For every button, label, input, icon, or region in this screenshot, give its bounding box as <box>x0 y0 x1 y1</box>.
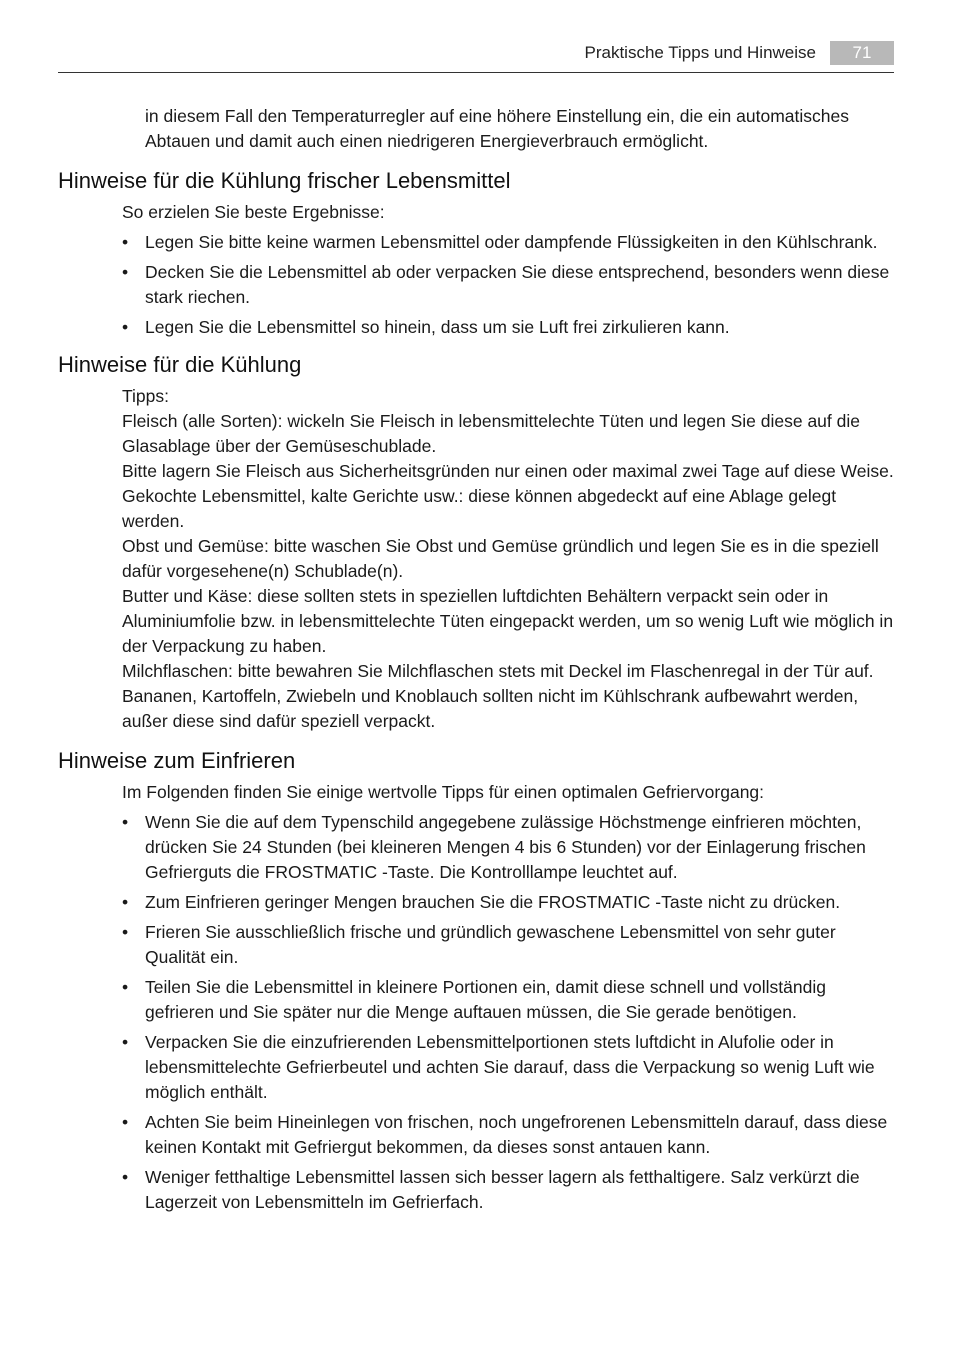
tip-paragraph: Gekochte Lebensmittel, kalte Gerichte usw.: diese können abgedeckt auf eine Ablage gelegt werden. <box>122 486 837 531</box>
page-header <box>58 38 894 73</box>
bullet-list-fresh-food <box>145 230 896 340</box>
section-heading-cooling: Hinweise für die Kühlung <box>58 352 302 377</box>
section-heading-freezing: Hinweise zum Einfrieren <box>58 748 296 773</box>
section-intro: Im Folgenden finden Sie einige wertvolle Tipps für einen optimalen Gefriervorgang: <box>122 782 765 802</box>
list-item: • Teilen Sie die Lebensmittel in kleinere Portionen ein, damit diese schnell und vollständig gefrieren und Sie später nur die Menge auftauen müssen, die Sie gerade benötigen. <box>145 975 896 1025</box>
tips-label: Tipps: <box>122 386 170 406</box>
list-item: • Frieren Sie ausschließlich frische und gründlich gewaschene Lebensmittel von sehr guter Qualität ein. <box>145 920 896 970</box>
list-item: • Zum Einfrieren geringer Mengen brauchen Sie die FROSTMATIC -Taste nicht zu drücken. <box>145 890 896 915</box>
cooling-tips <box>0 384 954 734</box>
list-item: • Weniger fetthaltige Lebensmittel lassen sich besser lagern als fetthaltigere. Salz verkürzt die Lagerzeit von Lebensmitteln im Gefrierfach. <box>145 1165 896 1215</box>
section-heading-fresh-food: Hinweise für die Kühlung frischer Lebensmittel <box>58 168 511 193</box>
header-title: Praktische Tipps und Hinweise <box>584 43 816 62</box>
tip-paragraph: Bananen, Kartoffeln, Zwiebeln und Knoblauch sollten nicht im Kühlschrank aufbewahrt werden, außer diese sind dafür speziell verpackt. <box>122 686 859 731</box>
page-content <box>0 104 954 1220</box>
list-item: • Legen Sie die Lebensmittel so hinein, dass um sie Luft frei zirkulieren kann. <box>145 315 896 340</box>
list-item: • Wenn Sie die auf dem Typenschild angegebene zulässige Höchstmenge einfrieren möchten, drücken Sie 24 Stunden (bei kleineren Mengen 4 bis 6 Stunden) vor der Einlagerung frischen Gefrierguts die FROSTMATIC -Taste. Die Kontrolllampe leuchtet auf. <box>145 810 896 885</box>
list-item: • Verpacken Sie die einzufrierenden Lebensmittelportionen stets luftdicht in Alufolie oder in lebensmittelechte Gefrierbeutel und achten Sie darauf, dass die Verpackung so wenig Luft wie möglich enthält. <box>145 1030 896 1105</box>
list-item: • Legen Sie bitte keine warmen Lebensmittel oder dampfende Flüssigkeiten in den Kühlschrank. <box>145 230 896 255</box>
list-item: • Decken Sie die Lebensmittel ab oder verpacken Sie diese entsprechend, besonders wenn diese stark riechen. <box>145 260 896 310</box>
bullet-list-freezing <box>145 810 896 1215</box>
tip-paragraph: Bitte lagern Sie Fleisch aus Sicherheitsgründen nur einen oder maximal zwei Tage auf diese Weise. <box>122 461 894 481</box>
section-intro: So erzielen Sie beste Ergebnisse: <box>122 202 385 222</box>
continuation-paragraph: in diesem Fall den Temperaturregler auf eine höhere Einstellung ein, die ein automatisches Abtauen und damit auch einen niedrigeren Energieverbrauch ermöglicht. <box>145 106 849 151</box>
list-item: • Achten Sie beim Hineinlegen von frischen, noch ungefrorenen Lebensmitteln darauf, dass diese keinen Kontakt mit Gefriergut bekommen, da dieses sonst antauen kann. <box>145 1110 896 1160</box>
tip-paragraph: Obst und Gemüse: bitte waschen Sie Obst und Gemüse gründlich und legen Sie es in die speziell dafür vorgesehene(n) Schublade(n). <box>122 536 879 581</box>
tip-paragraph: Milchflaschen: bitte bewahren Sie Milchflaschen stets mit Deckel im Flaschenregal in der Tür auf. <box>122 661 874 681</box>
page-number: 71 <box>830 41 894 65</box>
tip-paragraph: Fleisch (alle Sorten): wickeln Sie Fleisch in lebensmittelechte Tüten und legen Sie diese auf die Glasablage über der Gemüseschublade. <box>122 411 860 456</box>
tip-paragraph: Butter und Käse: diese sollten stets in speziellen luftdichten Behältern verpackt sein oder in Aluminiumfolie bzw. in lebensmittelechte Tüten eingepackt werden, um so wenig Luft wie möglich in der Verpackung zu haben. <box>122 586 894 656</box>
